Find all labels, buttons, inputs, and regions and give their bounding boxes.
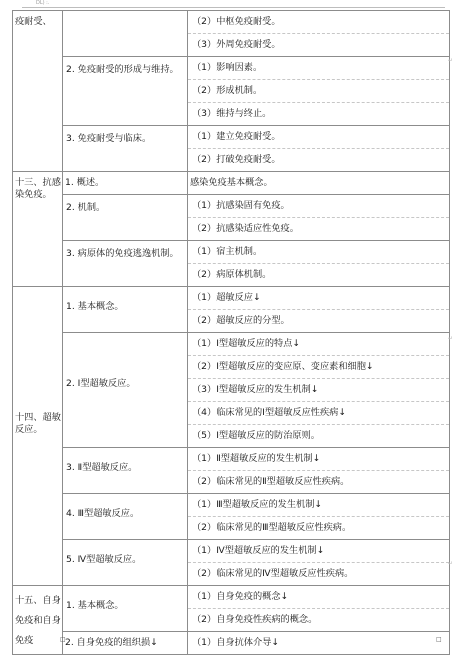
list-item: （1）Ⅱ型超敏反应的发生机制↓ (192, 453, 321, 464)
list-item: 感染免疫基本概念。 (190, 177, 273, 188)
list-item: （1）Ⅰ型超敏反应的特点↓ (192, 338, 301, 349)
subtopic-cell (63, 586, 188, 632)
subtopic-label: 2. 自身免疫的组织损↓ (65, 637, 158, 648)
list-item: （1）抗感染固有免疫。 (192, 200, 290, 211)
subtopic-label: 2. 免疫耐受的形成与维持。 (66, 64, 179, 75)
list-item: （2）形成机制。 (188, 79, 449, 102)
list-item: （2）临床常见的Ⅱ型超敏反应性疾病。 (188, 470, 449, 493)
content-cell (188, 11, 450, 57)
subtopic-cell (63, 632, 188, 655)
list-item: （4）临床常见的Ⅰ型超敏反应性疾病↓ (188, 401, 449, 424)
list-item: （3）维持与终止。 (188, 102, 449, 125)
subtopic-cell (63, 57, 188, 126)
header-mark: DL) :. (36, 0, 50, 6)
section-cell (13, 287, 63, 586)
subtopic-label: 3. 病原体的免疫逃逸机制。 (66, 248, 179, 259)
list-item: （2）打破免疫耐受。 (188, 148, 449, 171)
list-item: （5）Ⅰ型超敏反应的防治原则。 (188, 424, 449, 447)
page-header-rule (22, 0, 445, 8)
content-cell (188, 57, 450, 126)
table-row (13, 172, 450, 195)
content-cell (188, 448, 450, 494)
section-cell (13, 11, 63, 172)
table-row (13, 448, 450, 494)
subtopic-cell (63, 333, 188, 448)
list-item: （2）Ⅰ型超敏反应的变应原、变应素和细胞↓ (188, 355, 449, 378)
subtopic-cell (63, 287, 188, 333)
list-item: （1）影响因素。 (192, 62, 263, 73)
list-item: （1）自身免疫的概念↓ (192, 591, 289, 602)
list-item: （2）病原体机制。 (188, 263, 449, 286)
section-cell (13, 172, 63, 287)
table-row (13, 632, 450, 655)
paragraph-mark: ↵ (447, 560, 453, 567)
subtopic-cell-empty (63, 11, 188, 57)
content-cell (188, 241, 450, 287)
list-item: （1）宿主机制。 (192, 246, 263, 257)
list-item: （1）建立免疫耐受。 (192, 131, 281, 142)
corner-mark: □ (60, 636, 66, 643)
list-item: （2）临床常见的Ⅳ型超敏反应性疾病。 (188, 562, 449, 585)
list-item: （3）外周免疫耐受。 (188, 33, 449, 56)
content-cell (188, 586, 450, 632)
content-cell (188, 494, 450, 540)
list-item: （2）超敏反应的分型。 (188, 309, 449, 332)
content-cell (188, 195, 450, 241)
section-label: 十四、超敏反应。 (15, 412, 61, 435)
subtopic-label: 1. 基本概念。 (66, 301, 124, 312)
list-item: （3）Ⅰ型超敏反应的发生机制↓ (188, 378, 449, 401)
subtopic-label: 5. Ⅳ型超敏反应。 (66, 554, 142, 565)
list-item: （2）临床常见的Ⅲ型超敏反应性疾病。 (188, 516, 449, 539)
table-row (13, 241, 450, 287)
section-label: 疫耐受、 (15, 16, 52, 27)
subtopic-cell (63, 494, 188, 540)
subtopic-cell (63, 172, 188, 195)
subtopic-label: 1. 概述。 (65, 177, 105, 188)
table-row (13, 586, 450, 632)
table-row (13, 57, 450, 126)
subtopic-label: 2. Ⅰ型超敏反应。 (66, 378, 136, 389)
list-item: （1）Ⅳ型超敏反应的发生机制↓ (192, 545, 325, 556)
section-label: 十五、自身免疫和自身免疫 (15, 595, 61, 646)
subtopic-cell (63, 195, 188, 241)
content-cell (188, 632, 450, 655)
table-row (13, 11, 450, 57)
list-item: （2）抗感染适应性免疫。 (188, 217, 449, 240)
subtopic-cell (63, 540, 188, 586)
subtopic-cell (63, 241, 188, 287)
subtopic-label: 1. 基本概念。 (66, 600, 124, 611)
paragraph-mark: ↵ (447, 335, 453, 342)
table-row (13, 333, 450, 448)
subtopic-label: 3. Ⅱ型超敏反应。 (66, 462, 138, 473)
list-item: （1）自身抗体介导↓ (192, 637, 280, 648)
corner-mark: □ (436, 636, 442, 643)
section-cell (13, 586, 63, 655)
table-row (13, 494, 450, 540)
content-cell (188, 172, 450, 195)
syllabus-table (12, 10, 450, 655)
list-item: （2）自身免疫性疾病的概念。 (188, 608, 449, 631)
list-item: （1）Ⅲ型超敏反应的发生机制↓ (192, 499, 323, 510)
table-row (13, 126, 450, 172)
content-cell (188, 126, 450, 172)
table-row (13, 195, 450, 241)
subtopic-cell (63, 448, 188, 494)
content-cell (188, 287, 450, 333)
subtopic-label: 3. 免疫耐受与临床。 (66, 133, 152, 144)
content-cell (188, 333, 450, 448)
subtopic-label: 4. Ⅲ型超敏反应。 (66, 508, 140, 519)
content-cell (188, 540, 450, 586)
subtopic-cell (63, 126, 188, 172)
list-item: （1）超敏反应↓ (192, 292, 261, 303)
table-row (13, 287, 450, 333)
section-label: 十三、抗感染免疫。 (15, 177, 61, 200)
subtopic-label: 2. 机制。 (66, 202, 106, 213)
table-row (13, 540, 450, 586)
list-item: （2）中枢免疫耐受。 (192, 16, 281, 27)
paragraph-mark: ↵ (447, 57, 453, 64)
